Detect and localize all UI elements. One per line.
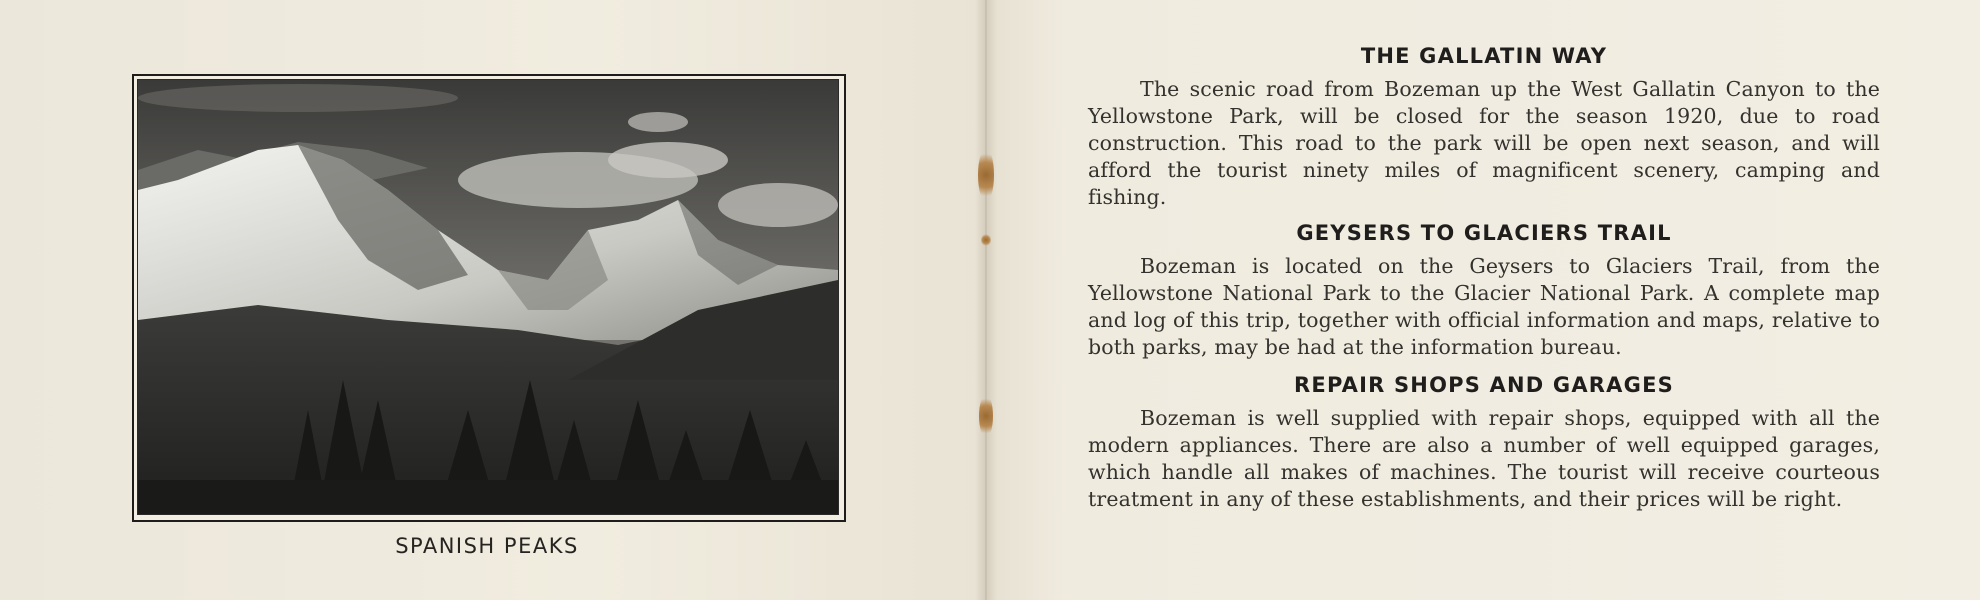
- section-body: Bozeman is well supplied with repair shops, equipped with all the modern appliances. There are also a number of well equipped garages, which handle all makes of machines. The tourist will receive courteous treatment in any of these establishments, and their prices will be right.: [1088, 406, 1880, 511]
- book-gutter: [975, 0, 997, 600]
- binding-stain-top: [978, 148, 994, 202]
- section-gallatin-way: [1088, 44, 1880, 211]
- mountain-photo: [137, 79, 839, 515]
- section-geysers-to-glaciers: [1088, 221, 1880, 361]
- left-page: [0, 0, 985, 600]
- binding-stain-bottom: [979, 394, 993, 438]
- section-heading: REPAIR SHOPS AND GARAGES: [1294, 373, 1674, 397]
- binding-stain-middle: [981, 234, 991, 246]
- section-body: Bozeman is located on the Geysers to Glaciers Trail, from the Yellowstone National Park to the Glacier National Park. A complete map and log of this trip, together with official information and maps, relative to both parks, may be had at the information bureau.: [1088, 254, 1880, 359]
- photo-frame: [132, 74, 846, 522]
- section-body: The scenic road from Bozeman up the West Gallatin Canyon to the Yellowstone Park, will be closed for the season 1920, due to road construction. This road to the park will be open next season, and will afford the tourist ninety miles of magnificent scenery, camping and fishing.: [1088, 77, 1880, 209]
- section-heading: THE GALLATIN WAY: [1360, 44, 1608, 68]
- article-content: [1088, 44, 1880, 525]
- section-repair-shops: [1088, 373, 1880, 513]
- section-heading: GEYSERS TO GLACIERS TRAIL: [1296, 221, 1672, 245]
- photo-caption: SPANISH PEAKS: [395, 534, 579, 558]
